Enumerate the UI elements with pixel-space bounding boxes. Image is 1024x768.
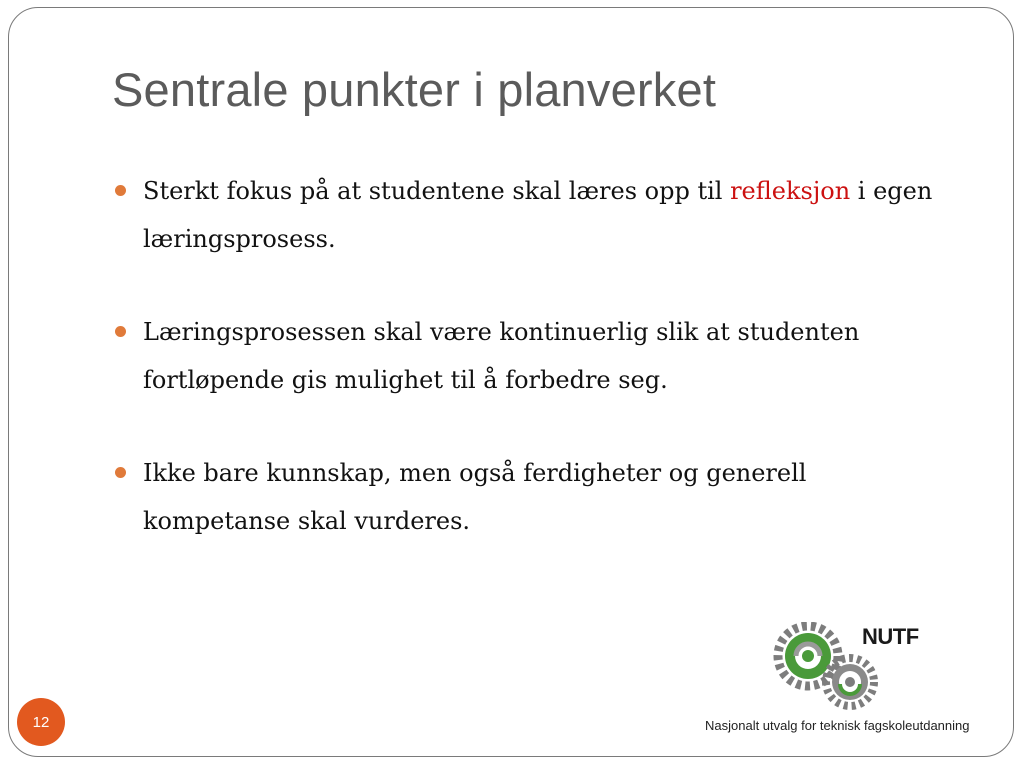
bullet-item-2 bbox=[143, 308, 943, 404]
bullet-dot-icon bbox=[115, 185, 126, 196]
logo-tagline: Nasjonalt utvalg for teknisk fagskoleutdanning bbox=[705, 718, 970, 733]
bullet-text-1-start: Sterkt fokus på at studentene skal læres opp til bbox=[143, 177, 731, 205]
bullet-dot-icon bbox=[115, 326, 126, 337]
bullet-dot-icon bbox=[115, 467, 126, 478]
bullet-item-3 bbox=[143, 449, 943, 545]
bullet-text-2: Læringsprosessen skal være kontinuerlig slik at studenten fortløpende gis mulighet til å forbedre seg. bbox=[143, 318, 860, 394]
highlight-reflection: refleksjon bbox=[730, 177, 851, 205]
logo-brand-text: NUTF bbox=[862, 624, 919, 649]
bullet-item-1 bbox=[143, 167, 943, 263]
page-number-badge: 12 bbox=[17, 698, 65, 746]
bullet-text-3: Ikke bare kunnskap, men også ferdigheter og generell kompetanse skal vurderes. bbox=[143, 459, 807, 535]
bullet-text-1-end: i egen læringsprosess. bbox=[143, 177, 933, 253]
slide-title: Sentrale punkter i planverket bbox=[112, 63, 717, 116]
nutf-logo bbox=[700, 612, 1000, 742]
